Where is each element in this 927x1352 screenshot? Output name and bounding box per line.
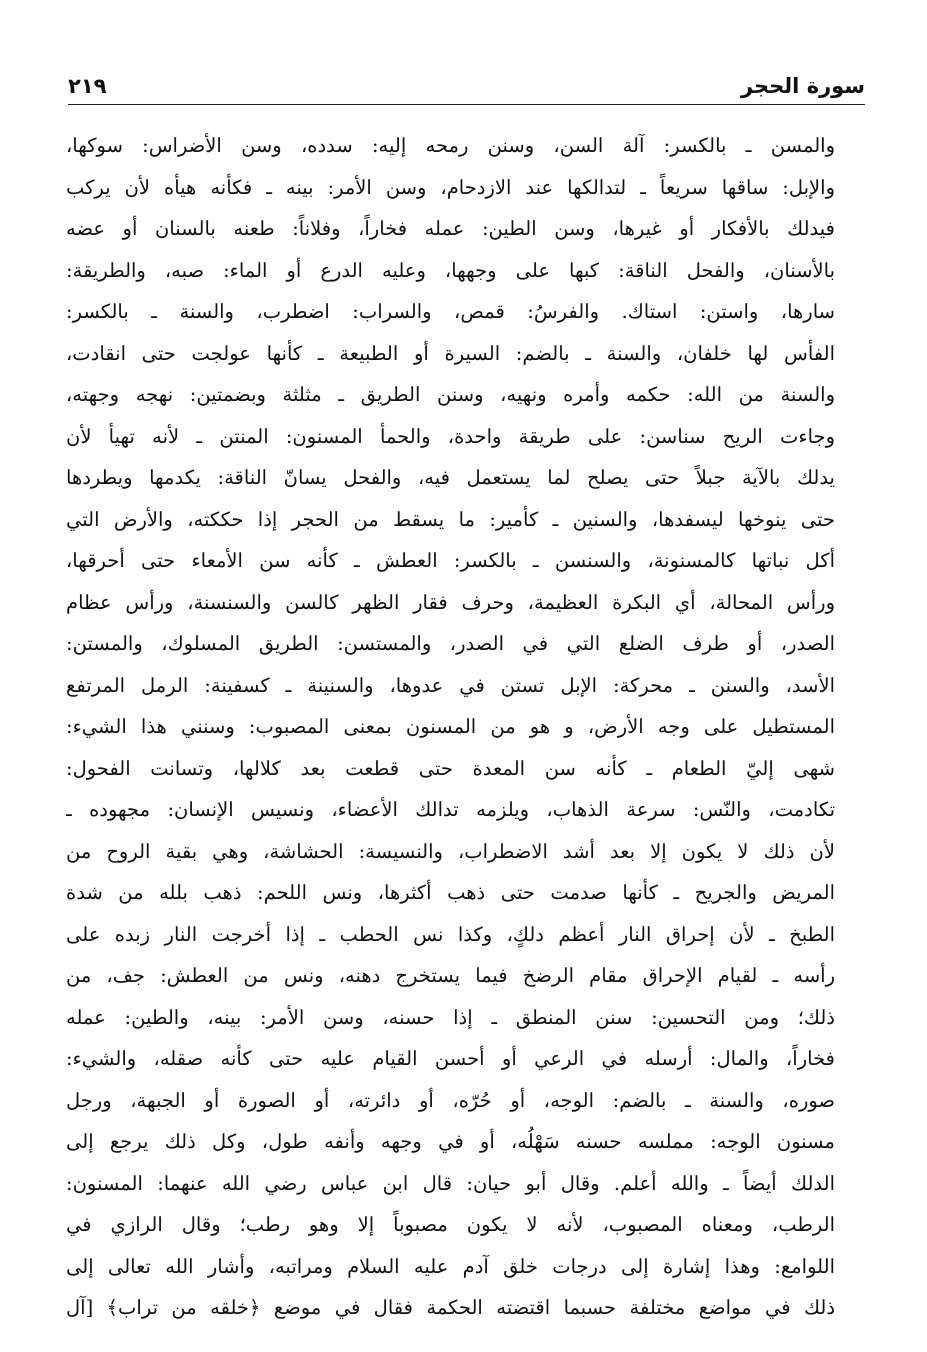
text-line: يدلك بالآية جبلاً حتى يصلح لما يستعمل فيه، والفحل يسانّ الناقة: يكدمها ويطردها — [66, 466, 835, 489]
text-line: شهى إليّ الطعام ـ كأنه سن المعدة حتى قطعت بعد كلالها، وتسانت الفحول: — [66, 756, 835, 780]
text-line: الطبخ ـ لأن إحراق النار أعظم دلكٍ، وكذا نس الحطب ـ إذا أخرجت النار زبده على — [66, 922, 835, 946]
text-line: ورأس المحالة، أي البكرة العظيمة، وحرف فقار الظهر كالسن والسنسنة، ورأس عظام — [66, 590, 835, 614]
text-line: الأسد، والسنن ـ محركة: الإبل تستن في عدوها، والسنينة ـ كسفينة: الرمل المرتفع — [66, 673, 835, 697]
text-line: أكل نباتها كالمسنونة، والسنسن ـ بالكسر: العطش ـ كأنه سن الأمعاء حتى أحرقها، — [66, 549, 835, 572]
text-line: والمسن ـ بالكسر: آلة السن، وسنن رمحه إليه: سدده، وسن الأضراس: سوكها، — [66, 134, 835, 157]
text-line: تكادمت، والنّس: سرعة الذهاب، ويلزمه تدالك الأعضاء، ونسيس الإنسان: مجهوده ـ — [66, 798, 835, 821]
text-line: المستطيل على وجه الأرض، و هو من المسنون بمعنى المصبوب: وسنني هذا الشيء: — [66, 715, 835, 738]
text-line: والإبل: ساقها سريعاً ـ لتدالكها عند الازدحام، وسن الأمر: بينه ـ فكأنه هيأه لأن يركب — [66, 175, 835, 199]
text-line: حتى ينوخها ليسفدها، والسنين ـ كأمير: ما يسقط من الحجر إذا حككته، والأرض التي — [66, 507, 835, 531]
text-line: سارها، واستن: استاك. والفرسُ: قمص، والسراب: اضطرب، والسنة ـ بالكسر: — [66, 300, 835, 323]
text-line: لأن ذلك لا يكون إلا بعد أشد الاضطراب، والنسيسة: الحشاشة، وهي بقية الروح من — [66, 839, 835, 863]
text-line: فيدلك بالأفكار أو غيرها، وسن الطين: عمله فخاراً، وفلاناً: طعنه بالسنان أو عضه — [66, 217, 835, 240]
text-line: بالأسنان، والفحل الناقة: كبها على وجهها، وعليه الدرع أو الماء: صبه، والطريقة: — [66, 258, 835, 282]
text-line: والسنة من الله: حكمه وأمره ونهيه، وسنن الطريق ـ مثلثة وبضمتين: نهجه وجهته، — [66, 383, 835, 406]
text-line: فخاراً، والمال: أرسله في الرعي أو أحسن القيام عليه حتى كأنه صقله، والشيء: — [66, 1047, 835, 1070]
text-line: ذلك؛ ومن التحسين: سنن المنطق ـ إذا حسنه، وسن الأمر: بينه، والطين: عمله — [66, 1005, 835, 1029]
text-line: الرطب، ومعناه المصبوب، لأنه لا يكون مصبوباً إلا وهو رطب؛ وقال الرازي في — [66, 1213, 835, 1236]
text-line: مسنون الوجه: مملسه حسنه سَهْلُه، أو في وجهه وأنفه طول، وكل ذلك يرجع إلى — [66, 1130, 835, 1153]
text-line: الدلك أيضاً ـ والله أعلم. وقال أبو حيان: قال ابن عباس رضي الله عنهما: المسنون: — [66, 1171, 835, 1195]
text-line: اللوامع: وهذا إشارة إلى درجات خلق آدم عليه السلام ومراتبه، وأشار الله تعالى إلى — [66, 1254, 835, 1278]
text-line: وجاءت الريح سناسن: على طريقة واحدة، والحمأ المسنون: المنتن ـ لأنه تهيأ لأن — [66, 424, 835, 448]
text-line: الصدر، أو طرف الضلع التي في الصدر، والمستسن: الطريق المسلوك، والمستن: — [66, 632, 835, 655]
running-header — [68, 70, 865, 105]
text-line: رأسه ـ لقيام الإحراق مقام الرضخ فيما يستخرج دهنه، ونس من العطش: جف، من — [66, 964, 835, 987]
surah-title: سورة الحجر — [740, 74, 865, 98]
text-line: صوره، والسنة ـ بالضم: الوجه، أو حُرّه، أو دائرته، أو الصورة أو الجبهة، ورجل — [66, 1088, 835, 1112]
text-line: ذلك في مواضع مختلفة حسبما اقتضته الحكمة فقال في موضع ﴿خلقه من تراب﴾ [آل — [66, 1296, 835, 1319]
body-text — [66, 125, 835, 1329]
text-line: المريض والجريح ـ كأنها صدمت حتى ذهب أكثرها، ونس اللحم: ذهب بلله من شدة — [66, 881, 835, 904]
text-line: الفأس لها خلفان، والسنة ـ بالضم: السيرة أو الطبيعة ـ كأنها عولجت حتى انقادت، — [66, 341, 835, 365]
page-number: ٢١٩ — [68, 74, 107, 98]
